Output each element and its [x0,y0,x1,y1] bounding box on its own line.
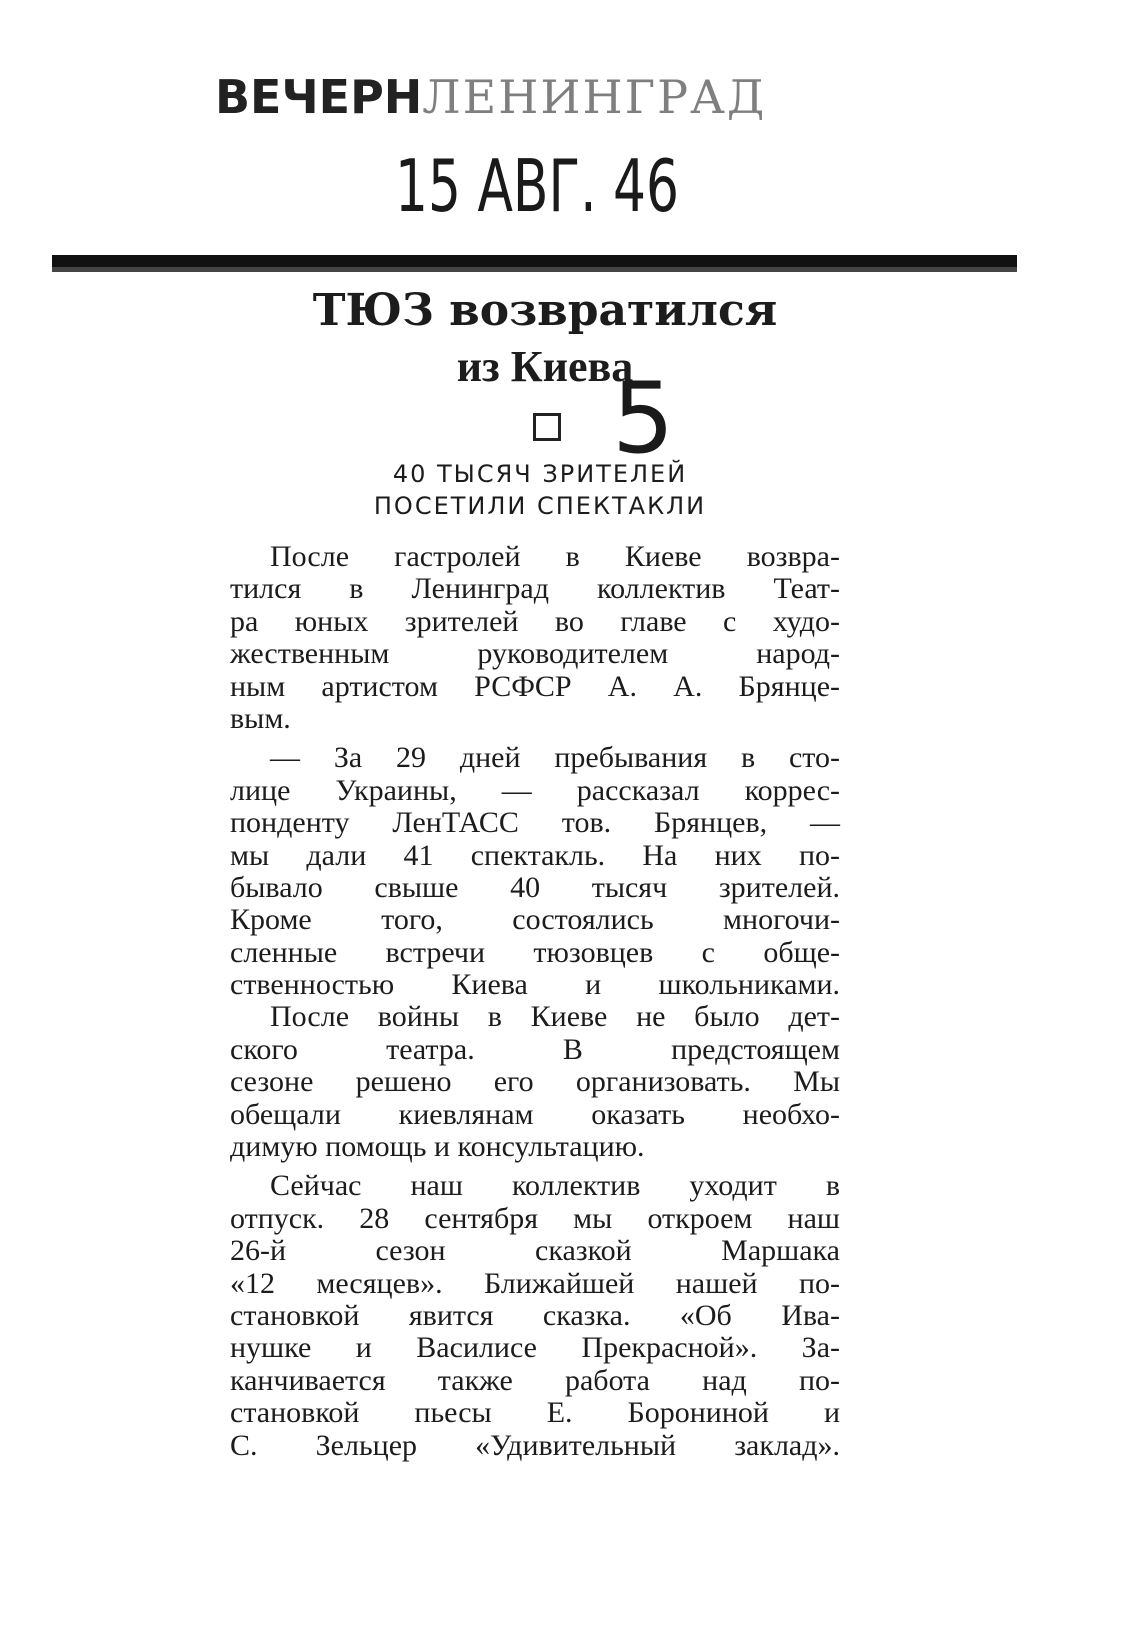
article-line: Кроме того, состоялись многочи- [230,903,840,937]
article-line: «12 месяцев». Ближайшей нашей по- [230,1266,840,1300]
article-line: С. Зельцер «Удивительный заклад». [230,1428,840,1462]
newspaper-name-faint: ЛЕНИНГРАД [422,70,767,124]
article-line: понденту ЛенТАСС тов. Брянцев, — [230,806,840,840]
article-line: бывало свыше 40 тысяч зрителей. [230,870,840,904]
article-line: жественным руководителем народ- [230,637,840,671]
article-line: канчивается также работа над по- [230,1363,840,1397]
handwritten-number: 5 [612,362,675,476]
article-line: обещали киевлянам оказать необхо- [230,1097,840,1131]
article-line: Сейчас наш коллектив уходит в [270,1169,840,1203]
article-line: ра юных зрителей во главе с худо- [230,604,840,638]
article-line: — За 29 дней пребывания в сто- [270,741,840,775]
article-line: тился в Ленинград коллектив Теат- [230,572,840,606]
article-line: становкой явится сказка. «Об Ива- [230,1298,840,1332]
article-line: 26-й сезон сказкой Маршака [230,1234,840,1268]
article-line: вым. [230,701,291,735]
article-line: ным артистом РСФСР А. А. Брянце- [230,669,840,703]
article-line: лице Украины, — рассказал коррес- [230,773,840,807]
article-line: нушке и Василисе Прекрасной». За- [230,1331,840,1365]
newspaper-name-bold: ВЕЧЕРН [215,70,423,124]
headline [260,283,830,395]
square-marker [533,413,561,441]
headline-line-1: ТЮЗ возвратился [312,285,778,336]
article-line: сезоне решено его организовать. Мы [230,1065,840,1099]
subheadline [280,458,800,522]
article-line: отпуск. 28 сентября мы откроем наш [230,1201,840,1235]
article-line: После войны в Киеве не было дет- [270,1000,840,1034]
article-line: ственностью Киева и школьниками. [230,968,840,1002]
article-line: сленные встречи тюзовцев с обще- [230,935,840,969]
header-rule [52,255,1017,272]
headline-line-2: из Киева [456,342,634,391]
article-body [230,541,840,1462]
article-line: становкой пьесы Е. Борониной и [230,1396,840,1430]
article-line: ского театра. В предстоящем [230,1032,840,1066]
newspaper-stamp [215,70,766,124]
stamp-date: 15 АВГ. 46 [395,144,680,228]
subheadline-line-2: ПОСЕТИЛИ СПЕКТАКЛИ [373,492,707,520]
article-line: димую помощь и консультацию. [230,1130,645,1164]
article-line: мы дали 41 спектакль. На них по- [230,838,840,872]
subheadline-line-1: 40 ТЫСЯЧ ЗРИТЕЛЕЙ [392,460,688,488]
article-line: После гастролей в Киеве возвра- [270,540,840,573]
